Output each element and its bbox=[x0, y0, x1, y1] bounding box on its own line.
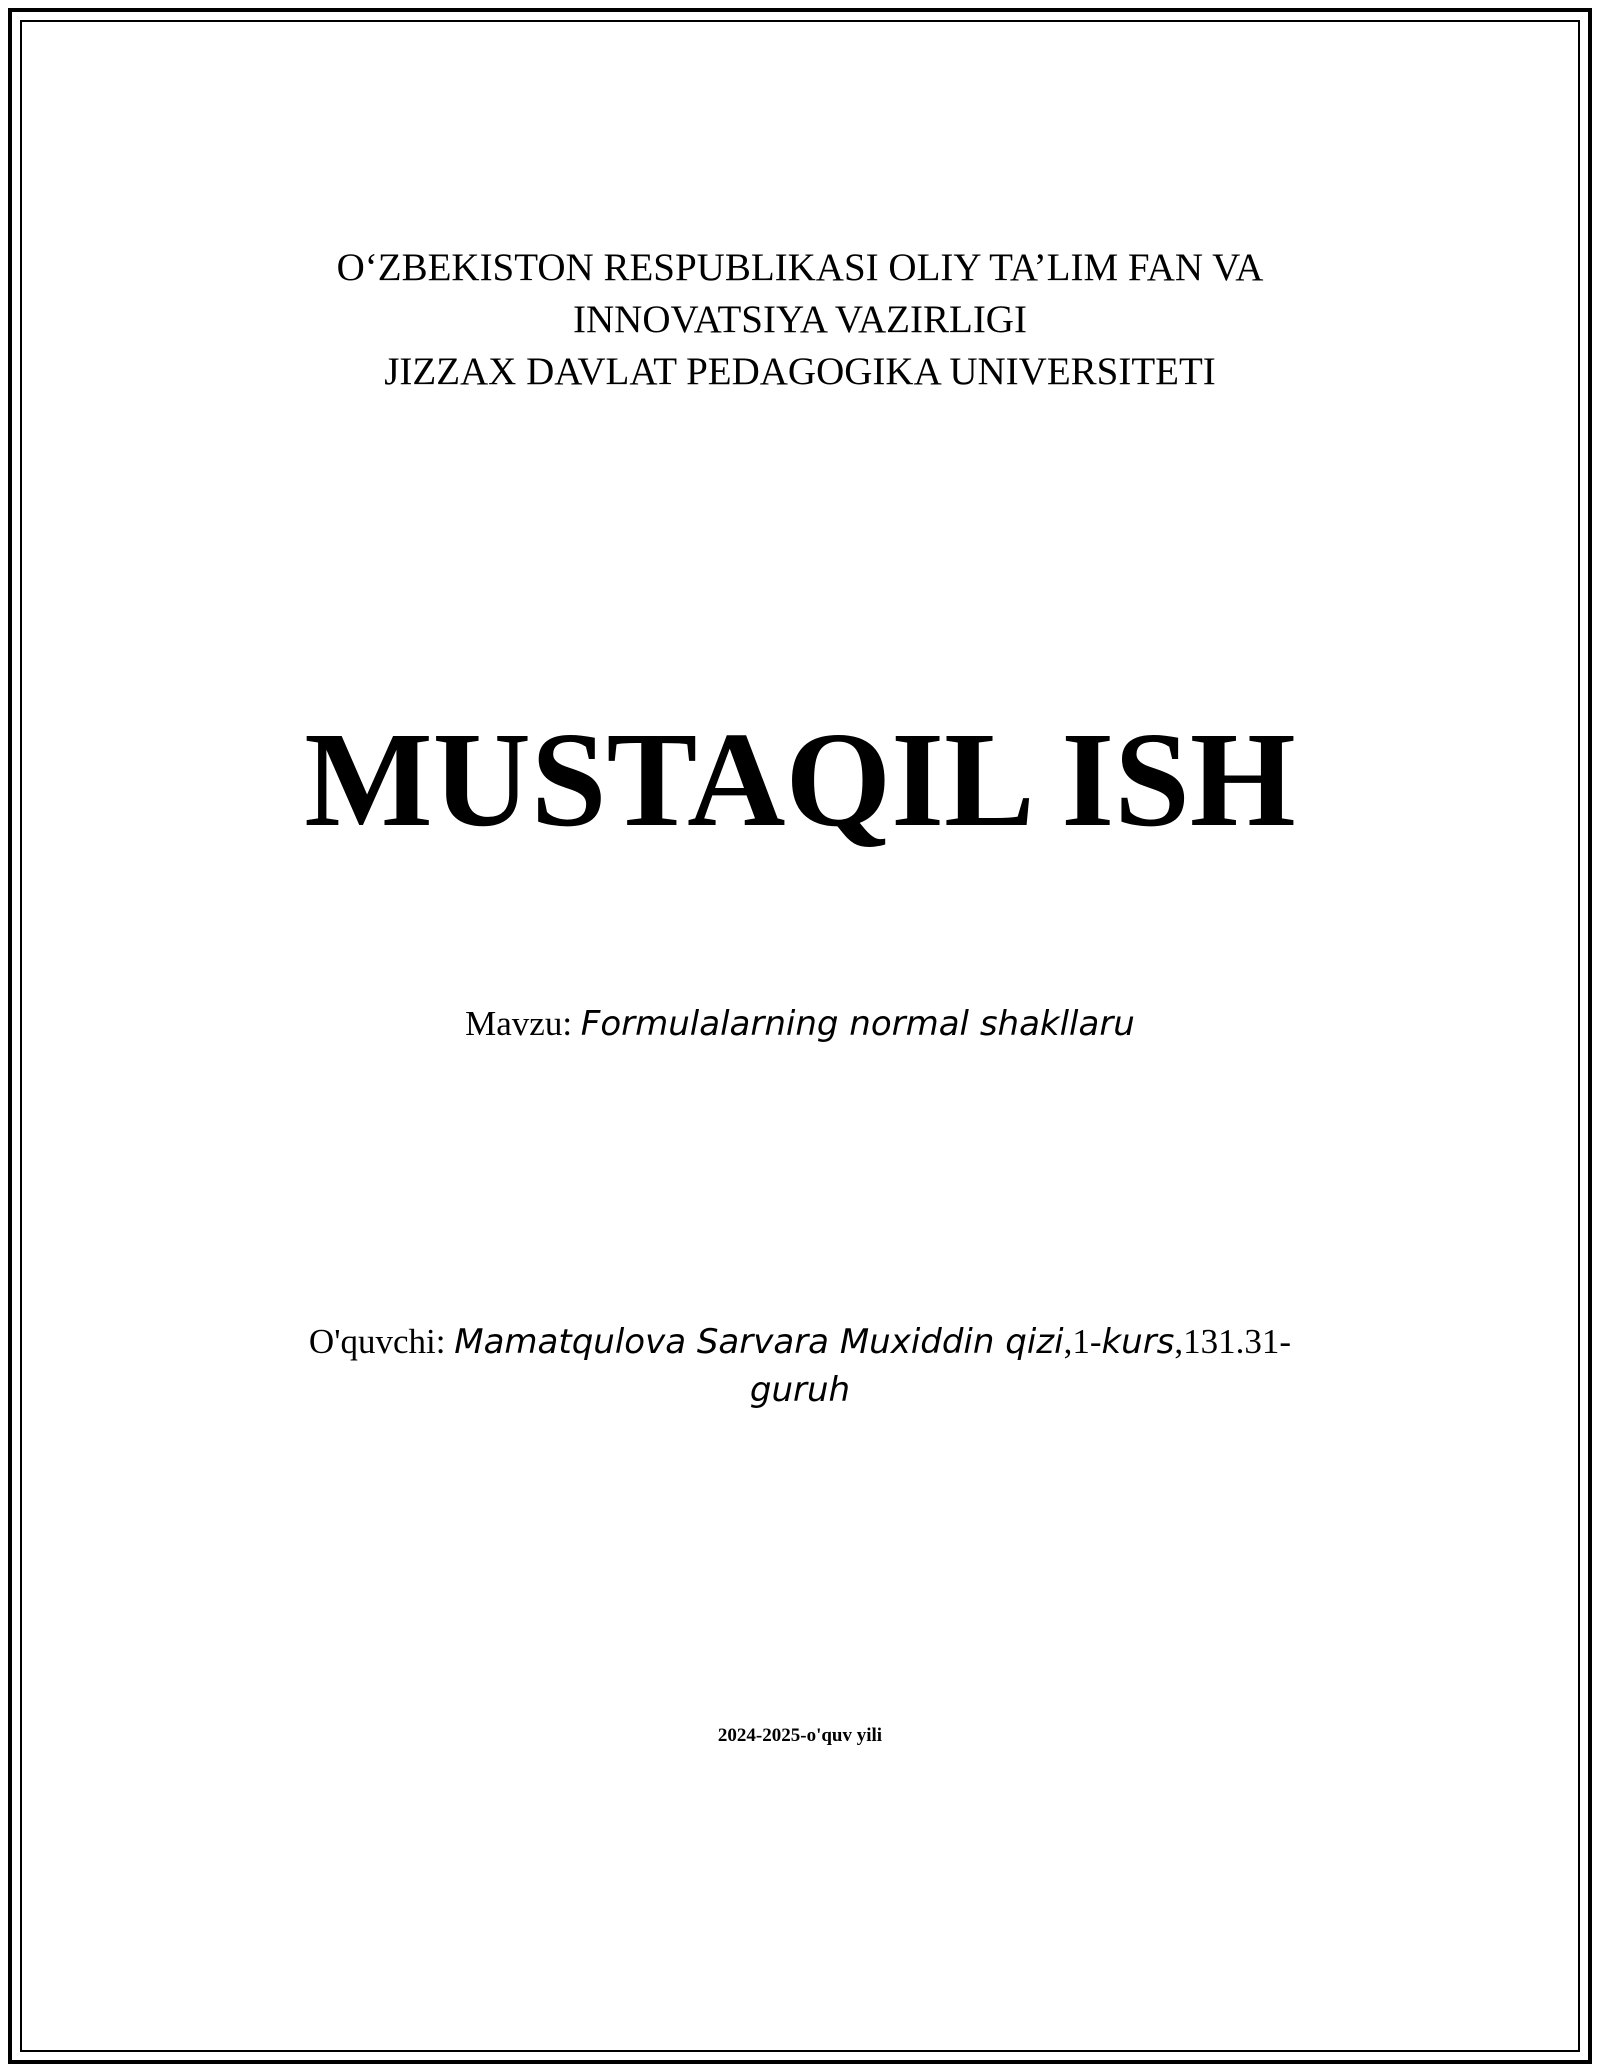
student-label: O'quvchi: bbox=[308, 1322, 455, 1361]
academic-year: 2024-2025-o'quv yili bbox=[717, 1725, 883, 1746]
topic-value: Formulalarning normal shakllaru bbox=[580, 1004, 1135, 1044]
institution-header bbox=[0, 242, 1600, 398]
topic-label: Mavzu: bbox=[465, 1004, 581, 1043]
group-word: guruh bbox=[749, 1370, 851, 1410]
course-number: ,1- bbox=[1063, 1322, 1102, 1361]
student-line-1 bbox=[250, 1318, 1350, 1366]
topic-line bbox=[0, 1000, 1600, 1048]
ministry-line-1: O‘ZBEKISTON RESPUBLIKASI OLIY TA’LIM FAN VA bbox=[336, 246, 1264, 289]
group-number: ,131.31- bbox=[1174, 1322, 1292, 1361]
ministry-line-2: INNOVATSIYA VAZIRLIGI bbox=[573, 298, 1027, 341]
document-title: MUSTAQIL ISH bbox=[304, 705, 1296, 855]
course-word: kurs bbox=[1101, 1322, 1175, 1362]
student-name: Mamatqulova Sarvara Muxiddin qizi bbox=[454, 1322, 1064, 1362]
university-name: JIZZAX DAVLAT PEDAGOGIKA UNIVERSITETI bbox=[384, 350, 1216, 393]
student-info bbox=[250, 1318, 1350, 1414]
student-line-2 bbox=[250, 1366, 1350, 1414]
